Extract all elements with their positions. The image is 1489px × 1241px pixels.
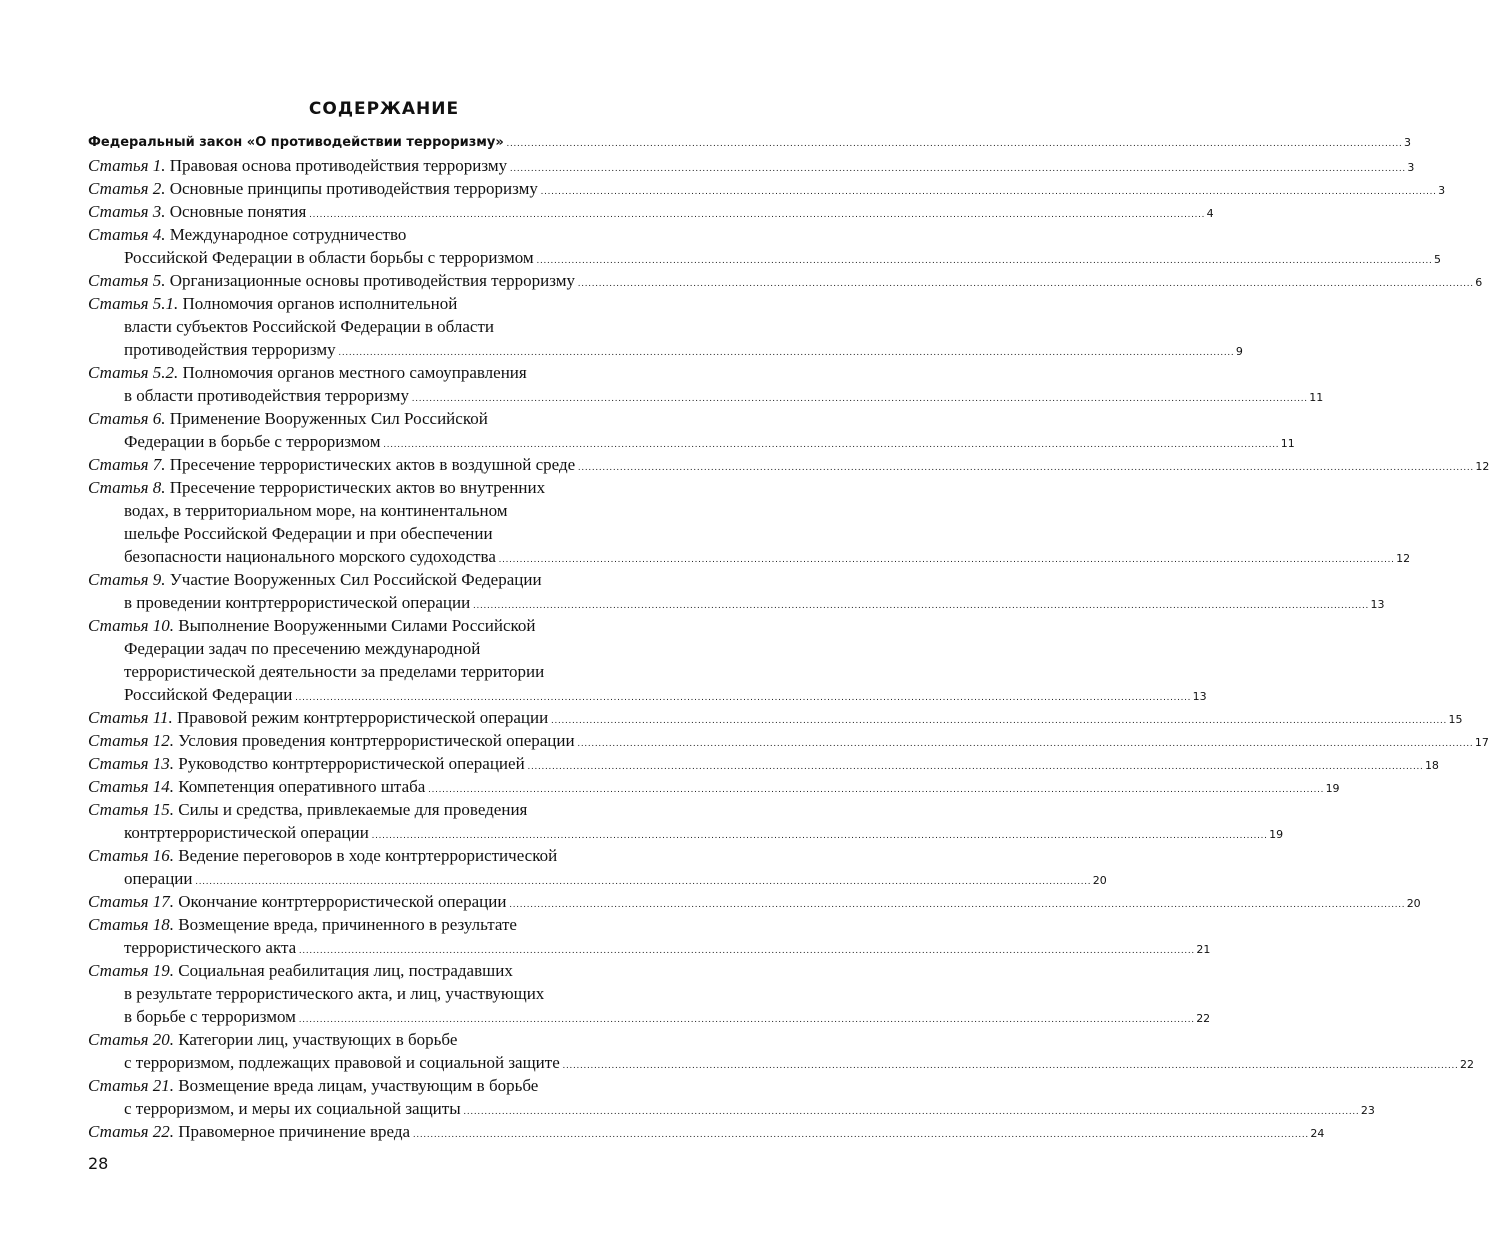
page-title: СОДЕРЖАНИЕ — [308, 99, 460, 120]
toc-entry — [88, 154, 1415, 177]
toc-line — [88, 683, 1207, 706]
entry-page-number: 17 — [1474, 736, 1489, 749]
entry-title: Категории лиц, участвующих в борьбе — [178, 1030, 458, 1049]
toc-line — [88, 568, 710, 591]
entry-title: с терроризмом, и меры их социальной защиты — [124, 1099, 461, 1118]
toc-line — [88, 1097, 1375, 1120]
entry-title: Основные принципы противодействия терроризму — [169, 179, 538, 198]
toc-line — [88, 315, 710, 338]
article-label: Статья 18. — [88, 915, 174, 934]
entry-title: Компетенция оперативного штаба — [178, 777, 426, 796]
article-label: Статья 9. — [88, 570, 166, 589]
article-label: Статья 17. — [88, 892, 174, 911]
entry-page-number: 13 — [1192, 690, 1207, 703]
toc-line — [88, 959, 710, 982]
toc-line — [88, 292, 710, 315]
entry-title: с терроризмом, подлежащих правовой и социальной защите — [124, 1053, 560, 1072]
toc-entry — [88, 361, 1324, 407]
entry-title: Возмещение вреда лицам, участвующим в борьбе — [178, 1076, 539, 1095]
toc-entry — [88, 614, 1207, 706]
toc-entry — [88, 775, 1340, 798]
entry-title: в борьбе с терроризмом — [124, 1007, 296, 1026]
toc-entry — [88, 959, 1211, 1028]
toc-entry — [88, 177, 1446, 200]
toc-line — [88, 890, 1421, 913]
toc-entry — [88, 798, 1284, 844]
toc-line — [88, 476, 710, 499]
toc-entry — [88, 453, 1489, 476]
entry-title: Организационные основы противодействия терроризму — [169, 271, 575, 290]
entry-title: Ведение переговоров в ходе контртеррористической — [178, 846, 558, 865]
toc-entry — [88, 292, 1243, 361]
toc-line — [88, 1120, 1325, 1143]
entry-title: операции — [124, 869, 193, 888]
dot-leader — [412, 384, 1306, 410]
dot-leader — [473, 591, 1367, 617]
article-label: Статья 11. — [88, 708, 173, 727]
entry-page-number: 19 — [1269, 828, 1284, 841]
toc-line — [88, 223, 710, 246]
entry-title: в проведении контртеррористической операции — [124, 593, 471, 612]
toc-line — [88, 1005, 1211, 1028]
entry-title: контртеррористической операции — [124, 823, 369, 842]
toc-line — [88, 936, 1211, 959]
toc-line — [88, 522, 710, 545]
entry-title: Социальная реабилитация лиц, пострадавших — [178, 961, 513, 980]
toc-entry — [88, 706, 1463, 729]
article-label: Статья 3. — [88, 202, 166, 221]
toc-line — [88, 913, 710, 936]
toc-entry — [88, 1028, 1474, 1074]
article-label: Статья 13. — [88, 754, 174, 773]
toc-entry — [88, 913, 1211, 959]
dot-leader — [413, 1120, 1307, 1146]
toc-line — [88, 775, 1340, 798]
toc-line — [88, 867, 1107, 890]
toc-entry — [88, 890, 1421, 913]
entry-page-number: 22 — [1196, 1012, 1211, 1025]
entry-page-number: 20 — [1092, 874, 1107, 887]
dot-leader — [507, 131, 1401, 155]
entry-title: Федеральный закон «О противодействии терроризму» — [88, 135, 504, 150]
entry-title: Пресечение террористических актов в воздушной среде — [169, 455, 576, 474]
toc-line — [88, 1051, 1474, 1074]
dot-leader — [428, 775, 1322, 801]
toc-line — [88, 154, 1415, 177]
toc-line — [88, 430, 1295, 453]
entry-page-number: 18 — [1424, 759, 1439, 772]
entry-title: Руководство контртеррористической операцией — [178, 754, 525, 773]
entry-page-number: 3 — [1404, 136, 1412, 149]
toc-line — [88, 246, 1441, 269]
toc-line — [88, 1074, 710, 1097]
toc-line — [88, 982, 710, 1005]
entry-title: власти субъектов Российской Федерации в области — [124, 317, 494, 336]
dot-leader — [309, 200, 1203, 226]
dot-leader — [563, 1051, 1457, 1077]
toc-line — [88, 384, 1324, 407]
article-label: Статья 15. — [88, 800, 174, 819]
dot-leader — [499, 545, 1393, 571]
entry-title: Выполнение Вооруженными Силами Российской — [178, 616, 536, 635]
entry-page-number: 21 — [1196, 943, 1211, 956]
article-label: Статья 7. — [88, 455, 166, 474]
toc-line — [88, 177, 1446, 200]
entry-title: Федерации задач по пресечению международной — [124, 639, 481, 658]
table-of-contents — [88, 131, 1489, 1143]
page-number: 28 — [88, 1154, 109, 1173]
article-label: Статья 21. — [88, 1076, 174, 1095]
article-label: Статья 8. — [88, 478, 166, 497]
entry-page-number: 19 — [1325, 782, 1340, 795]
entry-title: Международное сотрудничество — [169, 225, 407, 244]
entry-title: Правовая основа противодействия терроризму — [169, 156, 508, 175]
toc-line — [88, 660, 710, 683]
entry-title: Пресечение террористических актов во внутренних — [169, 478, 546, 497]
entry-title: Участие Вооруженных Сил Российской Федерации — [169, 570, 542, 589]
entry-page-number: 9 — [1235, 345, 1243, 358]
toc-entry — [88, 729, 1489, 752]
entry-page-number: 15 — [1448, 713, 1463, 726]
entry-page-number: 23 — [1360, 1104, 1375, 1117]
article-label: Статья 1. — [88, 156, 166, 175]
entry-title: Силы и средства, привлекаемые для проведения — [178, 800, 528, 819]
entry-page-number: 3 — [1438, 184, 1446, 197]
entry-page-number: 12 — [1396, 552, 1411, 565]
article-label: Статья 4. — [88, 225, 166, 244]
dot-leader — [509, 890, 1403, 916]
article-label: Статья 5.1. — [88, 294, 179, 313]
article-label: Статья 10. — [88, 616, 174, 635]
entry-title: Российской Федерации в области борьбы с терроризмом — [124, 248, 534, 267]
toc-line — [88, 545, 1411, 568]
toc-line — [88, 200, 1214, 223]
entry-page-number: 11 — [1309, 391, 1324, 404]
toc-line — [88, 706, 1463, 729]
article-label: Статья 6. — [88, 409, 166, 428]
entry-title: Окончание контртеррористической операции — [178, 892, 507, 911]
entry-title: Основные понятия — [169, 202, 307, 221]
entry-page-number: 5 — [1433, 253, 1441, 266]
toc-line — [88, 729, 1489, 752]
toc-line — [88, 407, 710, 430]
toc-entry — [88, 476, 1411, 568]
toc-entry — [88, 131, 1412, 154]
toc-entry — [88, 269, 1483, 292]
entry-page-number: 13 — [1370, 598, 1385, 611]
toc-line — [88, 499, 710, 522]
entry-title: Правомерное причинение вреда — [178, 1122, 411, 1141]
toc-line — [88, 752, 1439, 775]
entry-title: террористической деятельности за пределами территории — [124, 662, 545, 681]
article-label: Статья 5. — [88, 271, 166, 290]
toc-entry — [88, 200, 1214, 223]
toc-line — [88, 453, 1489, 476]
toc-line — [88, 131, 1412, 154]
entry-title: водах, в территориальном море, на континентальном — [124, 501, 508, 520]
toc-entry — [88, 1074, 1375, 1120]
article-label: Статья 2. — [88, 179, 166, 198]
toc-line — [88, 614, 710, 637]
entry-title: в результате террористического акта, и лиц, участвующих — [124, 984, 545, 1003]
entry-title: шельфе Российской Федерации и при обеспечении — [124, 524, 493, 543]
entry-title: Правовой режим контртеррористической операции — [176, 708, 549, 727]
entry-title: Полномочия органов местного самоуправления — [182, 363, 527, 382]
article-label: Статья 5.2. — [88, 363, 179, 382]
entry-title: Применение Вооруженных Сил Российской — [169, 409, 488, 428]
entry-page-number: 4 — [1206, 207, 1214, 220]
article-label: Статья 12. — [88, 731, 174, 750]
toc-line — [88, 1028, 710, 1051]
article-label: Статья 19. — [88, 961, 174, 980]
toc-line — [88, 637, 710, 660]
entry-title: в области противодействия терроризму — [124, 386, 409, 405]
entry-page-number: 11 — [1280, 437, 1295, 450]
toc-line — [88, 269, 1483, 292]
toc-line — [88, 821, 1284, 844]
toc-entry — [88, 1120, 1325, 1143]
entry-title: противодействия терроризму — [124, 340, 336, 359]
article-label: Статья 16. — [88, 846, 174, 865]
toc-entry — [88, 844, 1107, 890]
dot-leader — [578, 453, 1472, 479]
toc-entry — [88, 407, 1295, 453]
article-label: Статья 14. — [88, 777, 174, 796]
entry-title: Федерации в борьбе с терроризмом — [124, 432, 381, 451]
toc-line — [88, 338, 1243, 361]
entry-page-number: 3 — [1407, 161, 1415, 174]
toc-line — [88, 844, 710, 867]
entry-title: Возмещение вреда, причиненного в результате — [178, 915, 517, 934]
dot-leader — [578, 269, 1472, 295]
toc-line — [88, 361, 710, 384]
entry-page-number: 20 — [1406, 897, 1421, 910]
entry-title: Полномочия органов исполнительной — [182, 294, 458, 313]
toc-entry — [88, 223, 1441, 269]
article-label: Статья 22. — [88, 1122, 174, 1141]
toc-entry — [88, 568, 1385, 614]
toc-entry — [88, 752, 1439, 775]
entry-page-number: 6 — [1475, 276, 1483, 289]
entry-title: террористического акта — [124, 938, 297, 957]
entry-title: безопасности национального морского судоходства — [124, 547, 496, 566]
entry-title: Российской Федерации — [124, 685, 293, 704]
entry-page-number: 24 — [1310, 1127, 1325, 1140]
toc-line — [88, 798, 710, 821]
entry-page-number: 22 — [1460, 1058, 1474, 1071]
entry-title: Условия проведения контртеррористической операции — [178, 731, 575, 750]
entry-page-number: 12 — [1475, 460, 1489, 473]
toc-line — [88, 591, 1385, 614]
article-label: Статья 20. — [88, 1030, 174, 1049]
